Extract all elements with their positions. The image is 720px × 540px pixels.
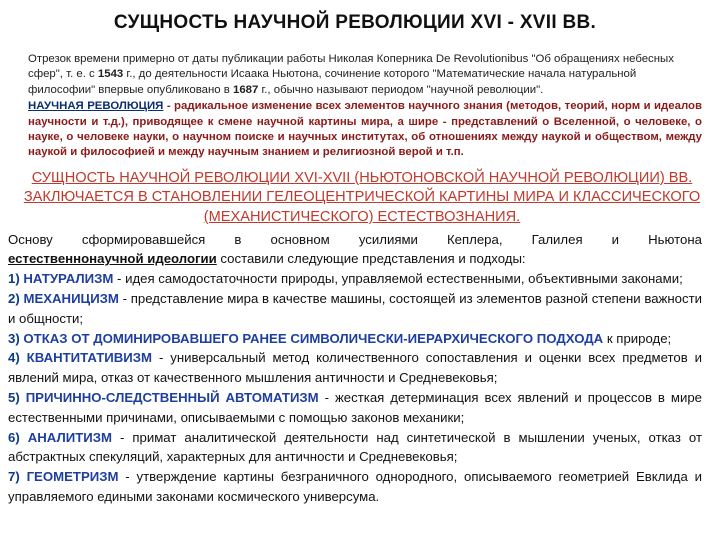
basis-line-2 xyxy=(8,249,702,269)
item-number: 7) xyxy=(8,469,20,485)
item-text: - представление мира в качестве машины, состоящей из элементов разной степени важности и общности; xyxy=(8,291,702,326)
list-item xyxy=(8,467,702,507)
item-text: - жесткая детерминация всех явлений и процессов в мире естественными причинами, описываемыми с помощью законов механики; xyxy=(8,390,702,425)
item-text: - утверждение картины безграничного однородного, описываемого геометрией Евклида и управляемого едиными законами космического универсума. xyxy=(8,469,702,504)
item-keyword: НАТУРАЛИЗМ xyxy=(23,271,114,287)
item-keyword: ПРИЧИННО-СЛЕДСТВЕННЫЙ АВТОМАТИЗМ xyxy=(25,390,319,405)
basis-tail: составили следующие представления и подходы: xyxy=(216,251,526,267)
item-text: к природе; xyxy=(603,330,672,346)
item-text: - примат аналитической деятельности над синтетической в мышлении ученых, отказ от абстрактных спекуляций, характерных для античности и Средневековья; xyxy=(8,429,702,465)
definition-paragraph xyxy=(28,99,702,161)
intro-paragraph xyxy=(28,52,702,98)
item-keyword: ОТКАЗ ОТ ДОМИНИРОВАВШЕГО РАНЕЕ СИМВОЛИЧЕСКИ-ИЕРАРХИЧЕСКОГО ПОДХОДА xyxy=(23,330,604,346)
item-number: 3) xyxy=(8,330,20,346)
item-number: 5) xyxy=(8,390,20,405)
list-item xyxy=(8,269,702,289)
list-item xyxy=(8,289,702,329)
item-number: 4) xyxy=(8,350,20,366)
list-item xyxy=(8,388,702,428)
item-number: 1) xyxy=(8,271,20,287)
item-number: 6) xyxy=(8,429,20,445)
item-text: - универсальный метод количественного сопоставления и оценки всех предметов и явлений мира, отказ от качественного мышления античности и Средневековья; xyxy=(8,350,702,386)
intro-year-1543: 1543 xyxy=(97,68,124,81)
item-number: 2) xyxy=(8,291,20,307)
basis-line-1: Основу сформировавшейся в основном усилиями Кеплера, Галилея и Ньютона xyxy=(8,231,702,247)
item-keyword: КВАНТИТАТИВИЗМ xyxy=(26,350,153,366)
basis-underlined: естественнонаучной идеологии xyxy=(8,251,217,267)
list-item xyxy=(8,428,702,468)
item-keyword: ГЕОМЕТРИЗМ xyxy=(26,469,119,485)
subtitle-text: СУЩНОСТЬ НАУЧНОЙ РЕВОЛЮЦИИ XVI-XVII (НЬЮТОНОВСКОЙ НАУЧНОЙ РЕВОЛЮЦИИ) ВВ. ЗАКЛЮЧАЕТСЯ В СТАНОВЛЕНИИ ГЕЛЕОЦЕНТРИЧЕСКОЙ КАРТИНЫ МИРА И КЛАССИЧЕСКОГО (МЕХАНИСТИЧЕСКОГО) ЕСТЕСТВОЗНАНИЯ. xyxy=(23,169,701,226)
list-item xyxy=(8,329,702,349)
body-text xyxy=(8,230,702,507)
slide-title: СУЩНОСТЬ НАУЧНОЙ РЕВОЛЮЦИИ XVI - XVII ВВ. xyxy=(113,12,597,33)
item-keyword: МЕХАНИЦИЗМ xyxy=(23,291,119,307)
list-item xyxy=(8,348,702,388)
intro-text-3: г., обычно называют периодом "научной революции". xyxy=(258,83,544,96)
subtitle xyxy=(22,169,702,228)
intro-text-2: г., до деятельности Исаака Ньютона, сочинение которого "Математические начала натуральной философии" впервые опубликовано в xyxy=(28,68,637,96)
intro-year-1687: 1687 xyxy=(233,83,259,96)
item-keyword: АНАЛИТИЗМ xyxy=(27,429,112,445)
definition-text: - радикальное изменение всех элементов научного знания (методов, теорий, норм и идеалов научности и т.д.), приводящее к смене научной картины мира, а шире - представлений о Вселенной, о человеке, о науке, о человеке науки, о научном поиске и научных институтах, об отношениях между наукой и обществом, между наукой и философией и между научным знанием и религиозной верой и т.п. xyxy=(28,100,703,159)
intro-text-1: Отрезок времени примерно от даты публикации работы Николая Коперника De Revolutionibus "Об обращениях небесных сфер", т. е. с xyxy=(28,53,674,81)
definition-term: НАУЧНАЯ РЕВОЛЮЦИЯ xyxy=(28,100,164,113)
item-text: - идея самодостаточности природы, управляемой естественными, объективными законами; xyxy=(113,271,683,287)
